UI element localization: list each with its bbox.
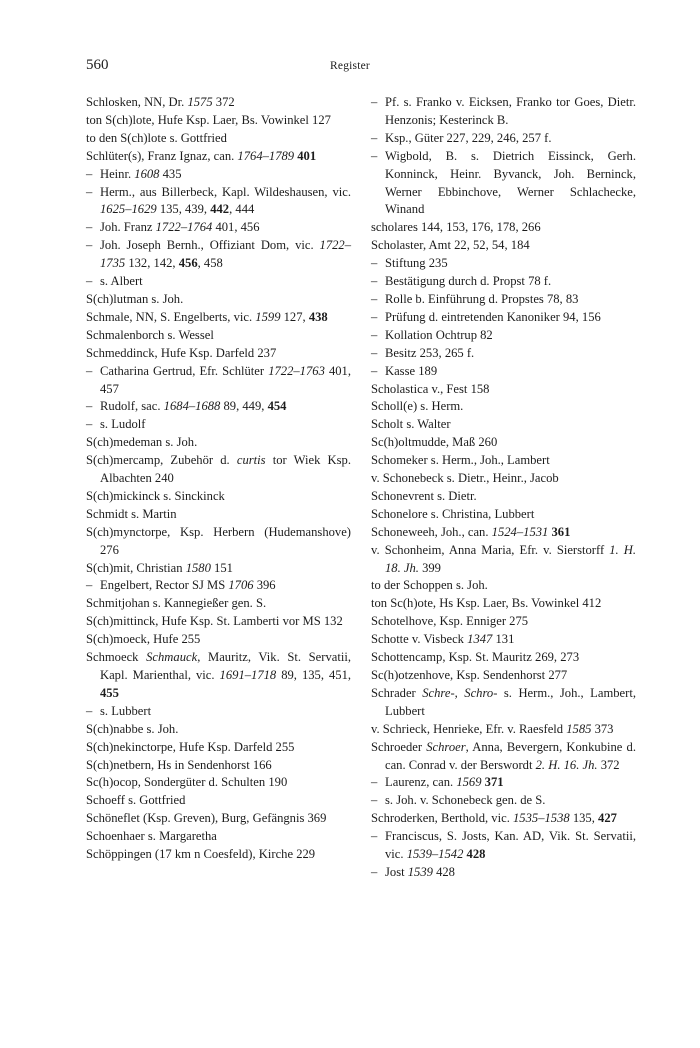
- index-entry: Sc(h)otzenhove, Ksp. Sendenhorst 277: [371, 668, 568, 682]
- index-entry: S(ch)mickinck s. Sinckinck: [86, 488, 225, 503]
- index-entry: Scholaster, Amt 22, 52, 54, 184: [371, 238, 530, 253]
- index-entry: – Kollation Ochtrup 82: [371, 327, 493, 342]
- index-entry: Scholastica v., Fest 158: [371, 381, 490, 396]
- index-entry: – Rolle b. Einführung d. Propstes 78, 83: [371, 291, 579, 306]
- index-entry: S(ch)medeman s. Joh.: [86, 435, 198, 450]
- index-entry: – Laurenz, can. 1569 371: [371, 775, 504, 790]
- index-entry: – Catharina Gertrud, Efr. Schlüter 1722–1763 401, 457: [86, 363, 351, 396]
- index-entry: Scholl(e) s. Herm.: [371, 399, 464, 414]
- index-entry: Sc(h)oltmudde, Maß 260: [371, 435, 498, 450]
- running-head: Register: [330, 60, 370, 72]
- index-entry: scholares 144, 153, 176, 178, 266: [371, 220, 541, 235]
- index-entry: Schmeddinck, Hufe Ksp. Darfeld 237: [86, 345, 277, 360]
- index-entry: S(ch)mercamp, Zubehör d. curtis tor Wiek Ksp. Albachten 240: [86, 453, 351, 486]
- index-entry: – Pf. s. Franko v. Eicksen, Franko tor Goes, Dietr. Henzonis; Kesterinck B.: [371, 95, 636, 127]
- index-entry: – Stiftung 235: [371, 256, 448, 271]
- index-entry: – Besitz 253, 265 f.: [371, 345, 475, 360]
- index-entry: S(ch)netbern, Hs in Sendenhorst 166: [86, 757, 272, 772]
- index-entry: – Engelbert, Rector SJ MS 1706 396: [86, 578, 276, 593]
- index-entry: S(ch)lutman s. Joh.: [86, 291, 184, 306]
- index-entry: S(ch)moeck, Hufe 255: [86, 632, 201, 647]
- index-entry: – Heinr. 1608 435: [86, 166, 182, 181]
- index-entry: – Ksp., Güter 227, 229, 246, 257 f.: [371, 130, 552, 145]
- index-entry: Schoenhaer s. Margaretha: [86, 829, 217, 844]
- index-entry: Schotte v. Visbeck 1347 131: [371, 632, 515, 647]
- index-entry: – Bestätigung durch d. Propst 78 f.: [371, 274, 552, 289]
- index-entry: – Wigbold, B. s. Dietrich Eissinck, Gerh. Konninck, Heinr. Byvanck, Joh. Berninck, Werner Ebbinchove, Werner Schlachecke, Winand: [371, 148, 636, 217]
- index-entry: Schonelore s. Christina, Lubbert: [371, 506, 535, 521]
- index-entry: Schroderken, Berthold, vic. 1535–1538 135, 427: [371, 811, 617, 826]
- index-entry: to der Schoppen s. Joh.: [371, 578, 488, 593]
- index-entry: Schmale, NN, S. Engelberts, vic. 1599 127, 438: [86, 309, 328, 324]
- index-entry: Schroeder Schroer, Anna, Bevergern, Konkubine d. can. Conrad v. der Berswordt 2. H. 16. Jh. 372: [371, 739, 636, 772]
- index-entry: Schrader Schre-, Schro- s. Herm., Joh., Lambert, Lubbert: [371, 685, 636, 718]
- index-entry: S(ch)mynctorpe, Ksp. Herbern (Hudemanshove) 276: [86, 524, 351, 557]
- index-entry: to den S(ch)lote s. Gottfried: [86, 130, 227, 145]
- index-entry: Schonevrent s. Dietr.: [371, 488, 477, 503]
- index-entry: Schlosken, NN, Dr. 1575 372: [86, 95, 235, 109]
- index-entry: – s. Joh. v. Schonebeck gen. de S.: [371, 793, 546, 808]
- index-entry: – Jost 1539 428: [371, 864, 455, 879]
- index-entry: Schmidt s. Martin: [86, 506, 177, 521]
- page-number: 560: [86, 57, 109, 73]
- index-entry: Schmoeck Schmauck, Mauritz, Vik. St. Servatii, Kapl. Marienthal, vic. 1691–1718 89, 135, 451, 455: [86, 650, 352, 700]
- index-entry: Sc(h)ocop, Sondergüter d. Schulten 190: [86, 775, 288, 790]
- index-entry: Schotelhove, Ksp. Enniger 275: [371, 614, 529, 629]
- index-entry: – Prüfung d. eintretenden Kanoniker 94, 156: [371, 309, 601, 324]
- index-entry: v. Schonheim, Anna Maria, Efr. v. Sierstorff 1. H. 18. Jh. 399: [371, 542, 636, 575]
- index-entry: Schoeff s. Gottfried: [86, 793, 186, 808]
- index-entry: – Joh. Franz 1722–1764 401, 456: [86, 220, 260, 235]
- index-entry: ton Sc(h)ote, Hs Ksp. Laer, Bs. Vowinkel 412: [371, 596, 602, 611]
- index-entry: – Kasse 189: [371, 363, 438, 378]
- index-entry: Schottencamp, Ksp. St. Mauritz 269, 273: [371, 650, 580, 665]
- index-entry: v. Schrieck, Henrieke, Efr. v. Raesfeld 1585 373: [371, 721, 614, 736]
- index-entry: S(ch)nekinctorpe, Hufe Ksp. Darfeld 255: [86, 739, 295, 754]
- index-entry: Scholt s. Walter: [371, 417, 451, 432]
- index-entry: S(ch)mittinck, Hufe Ksp. St. Lamberti vor MS 132: [86, 614, 343, 629]
- index-entry: – Rudolf, sac. 1684–1688 89, 449, 454: [86, 399, 287, 414]
- index-entry: – s. Albert: [86, 274, 143, 289]
- index-entry: Schmalenborch s. Wessel: [86, 327, 214, 342]
- index-entry: v. Schonebeck s. Dietr., Heinr., Jacob: [371, 471, 559, 486]
- index-entry: ton S(ch)lote, Hufe Ksp. Laer, Bs. Vowinkel 127: [86, 112, 331, 127]
- index-entry: Schöppingen (17 km n Coesfeld), Kirche 229: [86, 847, 316, 862]
- index-entry: – s. Ludolf: [86, 417, 146, 432]
- index-entry: Schöneflet (Ksp. Greven), Burg, Gefängnis 369: [86, 811, 327, 826]
- index-entry: S(ch)nabbe s. Joh.: [86, 721, 179, 736]
- index-entry: Schmitjohan s. Kannegießer gen. S.: [86, 596, 267, 611]
- index-entry: – Joh. Joseph Bernh., Offiziant Dom, vic. 1722–1735 132, 142, 456, 458: [86, 238, 351, 271]
- index-entry: Schoneweeh, Joh., can. 1524–1531 361: [371, 524, 571, 539]
- index-entry: – s. Lubbert: [86, 703, 152, 718]
- index-entry: S(ch)mit, Christian 1580 151: [86, 560, 233, 575]
- index-entry: – Herm., aus Billerbeck, Kapl. Wildeshausen, vic. 1625–1629 135, 439, 442, 444: [86, 184, 351, 217]
- index-entry: – Franciscus, S. Josts, Kan. AD, Vik. St. Servatii, vic. 1539–1542 428: [371, 829, 636, 862]
- index-column-right: [371, 94, 636, 882]
- index-entry: Schlüter(s), Franz Ignaz, can. 1764–1789 401: [86, 148, 317, 163]
- index-entry: Schomeker s. Herm., Joh., Lambert: [371, 453, 550, 468]
- index-column-left: [86, 94, 351, 864]
